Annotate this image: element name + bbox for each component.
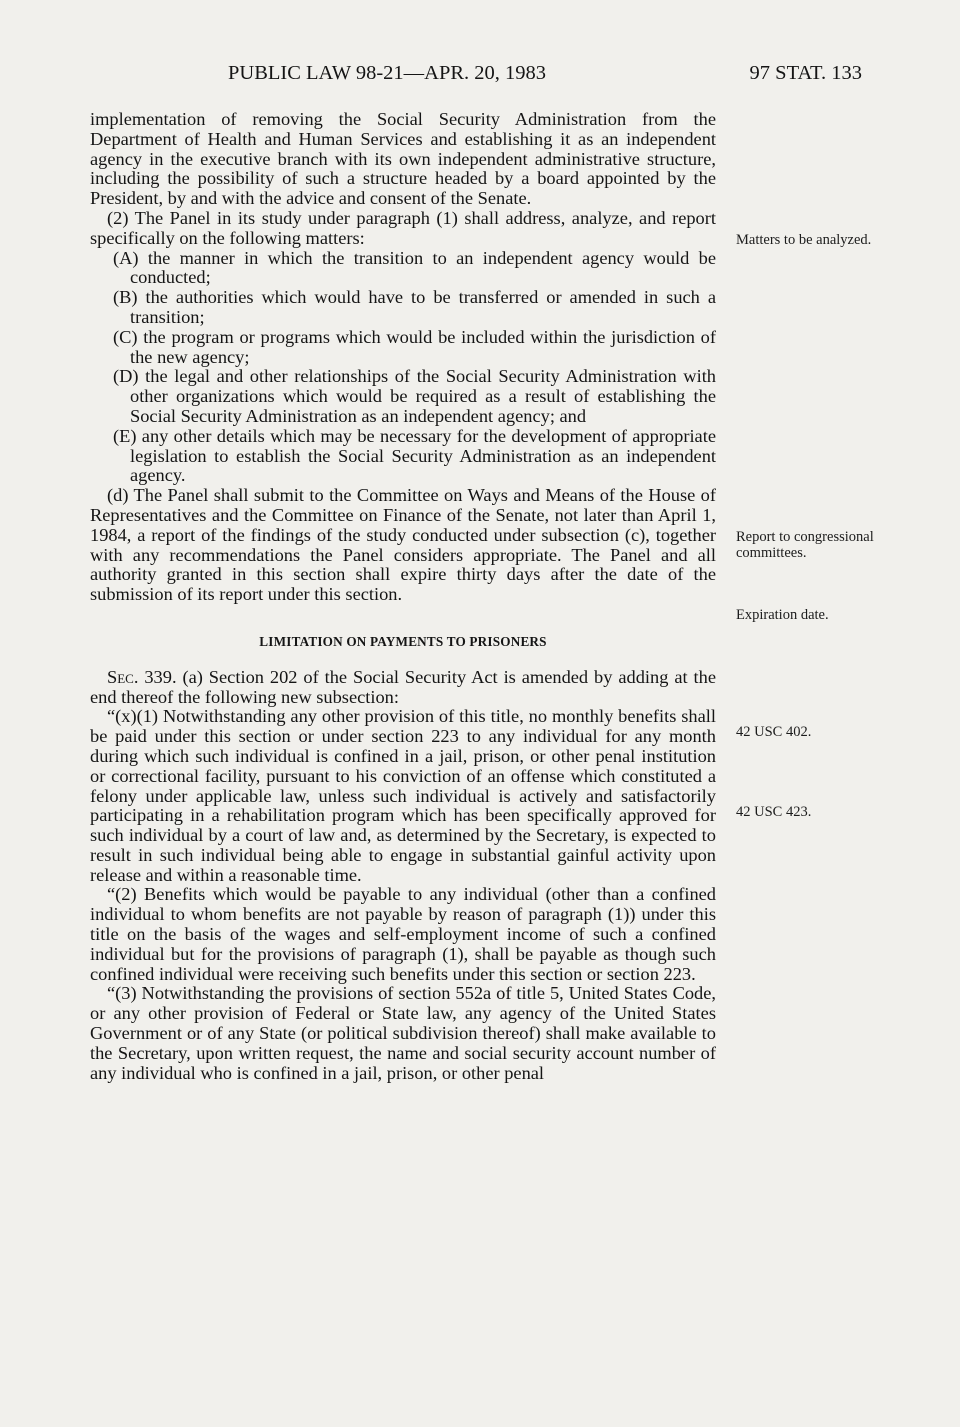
item-b: (B) the authorities which would have to be transferred or amended in such a transition; <box>113 287 716 327</box>
section-339-text: 339. (a) Section 202 of the Social Security Act is amended by adding at the end thereof the following new subsection: <box>90 666 716 707</box>
item-a: (A) the manner in which the transition to an independent agency would be conducted; <box>113 247 716 288</box>
header-title: PUBLIC LAW 98-21—APR. 20, 1983 <box>228 62 547 84</box>
sec-label: Sec. <box>107 666 139 687</box>
main-text <box>90 110 716 1083</box>
paragraph-continuation: implementation of removing the Social Security Administration from the Department of Health and Human Services and establishing it as an independent agency in the executive branch with its own independent administrative structure, including the possibility of such a structure headed by a board appointed by the President, by and with the advice and consent of the Senate. <box>90 109 716 209</box>
margin-note-matters: Matters to be analyzed. <box>736 232 872 248</box>
margin-note-usc-402: 42 USC 402. <box>736 724 812 740</box>
item-d: (D) the legal and other relationships of the Social Security Administration with other organizations which would be required as a result of establishing the Social Security Administration as an independent agency; and <box>113 366 716 426</box>
margin-note-report: Report to congressional committees. <box>736 529 874 561</box>
page-header <box>90 62 862 88</box>
paragraph-2: (2) The Panel in its study under paragraph (1) shall address, analyze, and report specifically on the following matters: <box>90 207 716 248</box>
paragraph-d: (d) The Panel shall submit to the Committee on Ways and Means of the House of Representatives and the Committee on Finance of the Senate, not later than April 1, 1984, a report of the findings of the study conducted under subsection (c), together with any recommendations the Panel considers appropriate. The Panel and all authority granted in this section shall expire thirty days after the date of the submission of its report under this section. <box>90 485 716 605</box>
item-e: (E) any other details which may be necessary for the development of appropriate legislation to establish the Social Security Administration as an independent agency. <box>113 425 716 486</box>
margin-note-expiration: Expiration date. <box>736 607 829 623</box>
section-339-intro <box>90 668 716 708</box>
section-heading: LIMITATION ON PAYMENTS TO PRISONERS <box>259 633 547 649</box>
subsection-x-3: “(3) Notwithstanding the provisions of section 552a of title 5, United States Code, or any other provision of Federal or State law, any agency of the United States Government or of any State (or political subdivision thereof) shall make available to the Secretary, upon written request, the name and social security account number of any individual who is confined in a jail, prison, or other penal <box>90 983 716 1083</box>
header-stat-citation: 97 STAT. 133 <box>749 62 862 84</box>
margin-note-usc-423: 42 USC 423. <box>736 804 812 820</box>
item-c: (C) the program or programs which would be included within the jurisdiction of the new agency; <box>113 326 716 367</box>
subsection-x-2: “(2) Benefits which would be payable to any individual (other than a confined individual to whom benefits are not payable by reason of paragraph (1)) under this title on the basis of the wages and self-employment income of such a confined individual but for the provisions of paragraph (1), shall be payable as though such confined individual were receiving such benefits under this section or section 223. <box>90 884 716 984</box>
subsection-x-1: “(x)(1) Notwithstanding any other provision of this title, no monthly benefits shall be paid under this section or under section 223 to any individual for any month during which such individual is confined in a jail, prison, or other penal institution or correctional facility, pursuant to his conviction of an offense which constituted a felony under applicable law, unless such individual is actively and satisfactorily participating in a rehabilitation program which has been specifically approved for such individual by a court of law and, as determined by the Secretary, is expected to result in such individual being able to engage in substantial gainful activity upon release and within a reasonable time. <box>90 706 716 885</box>
